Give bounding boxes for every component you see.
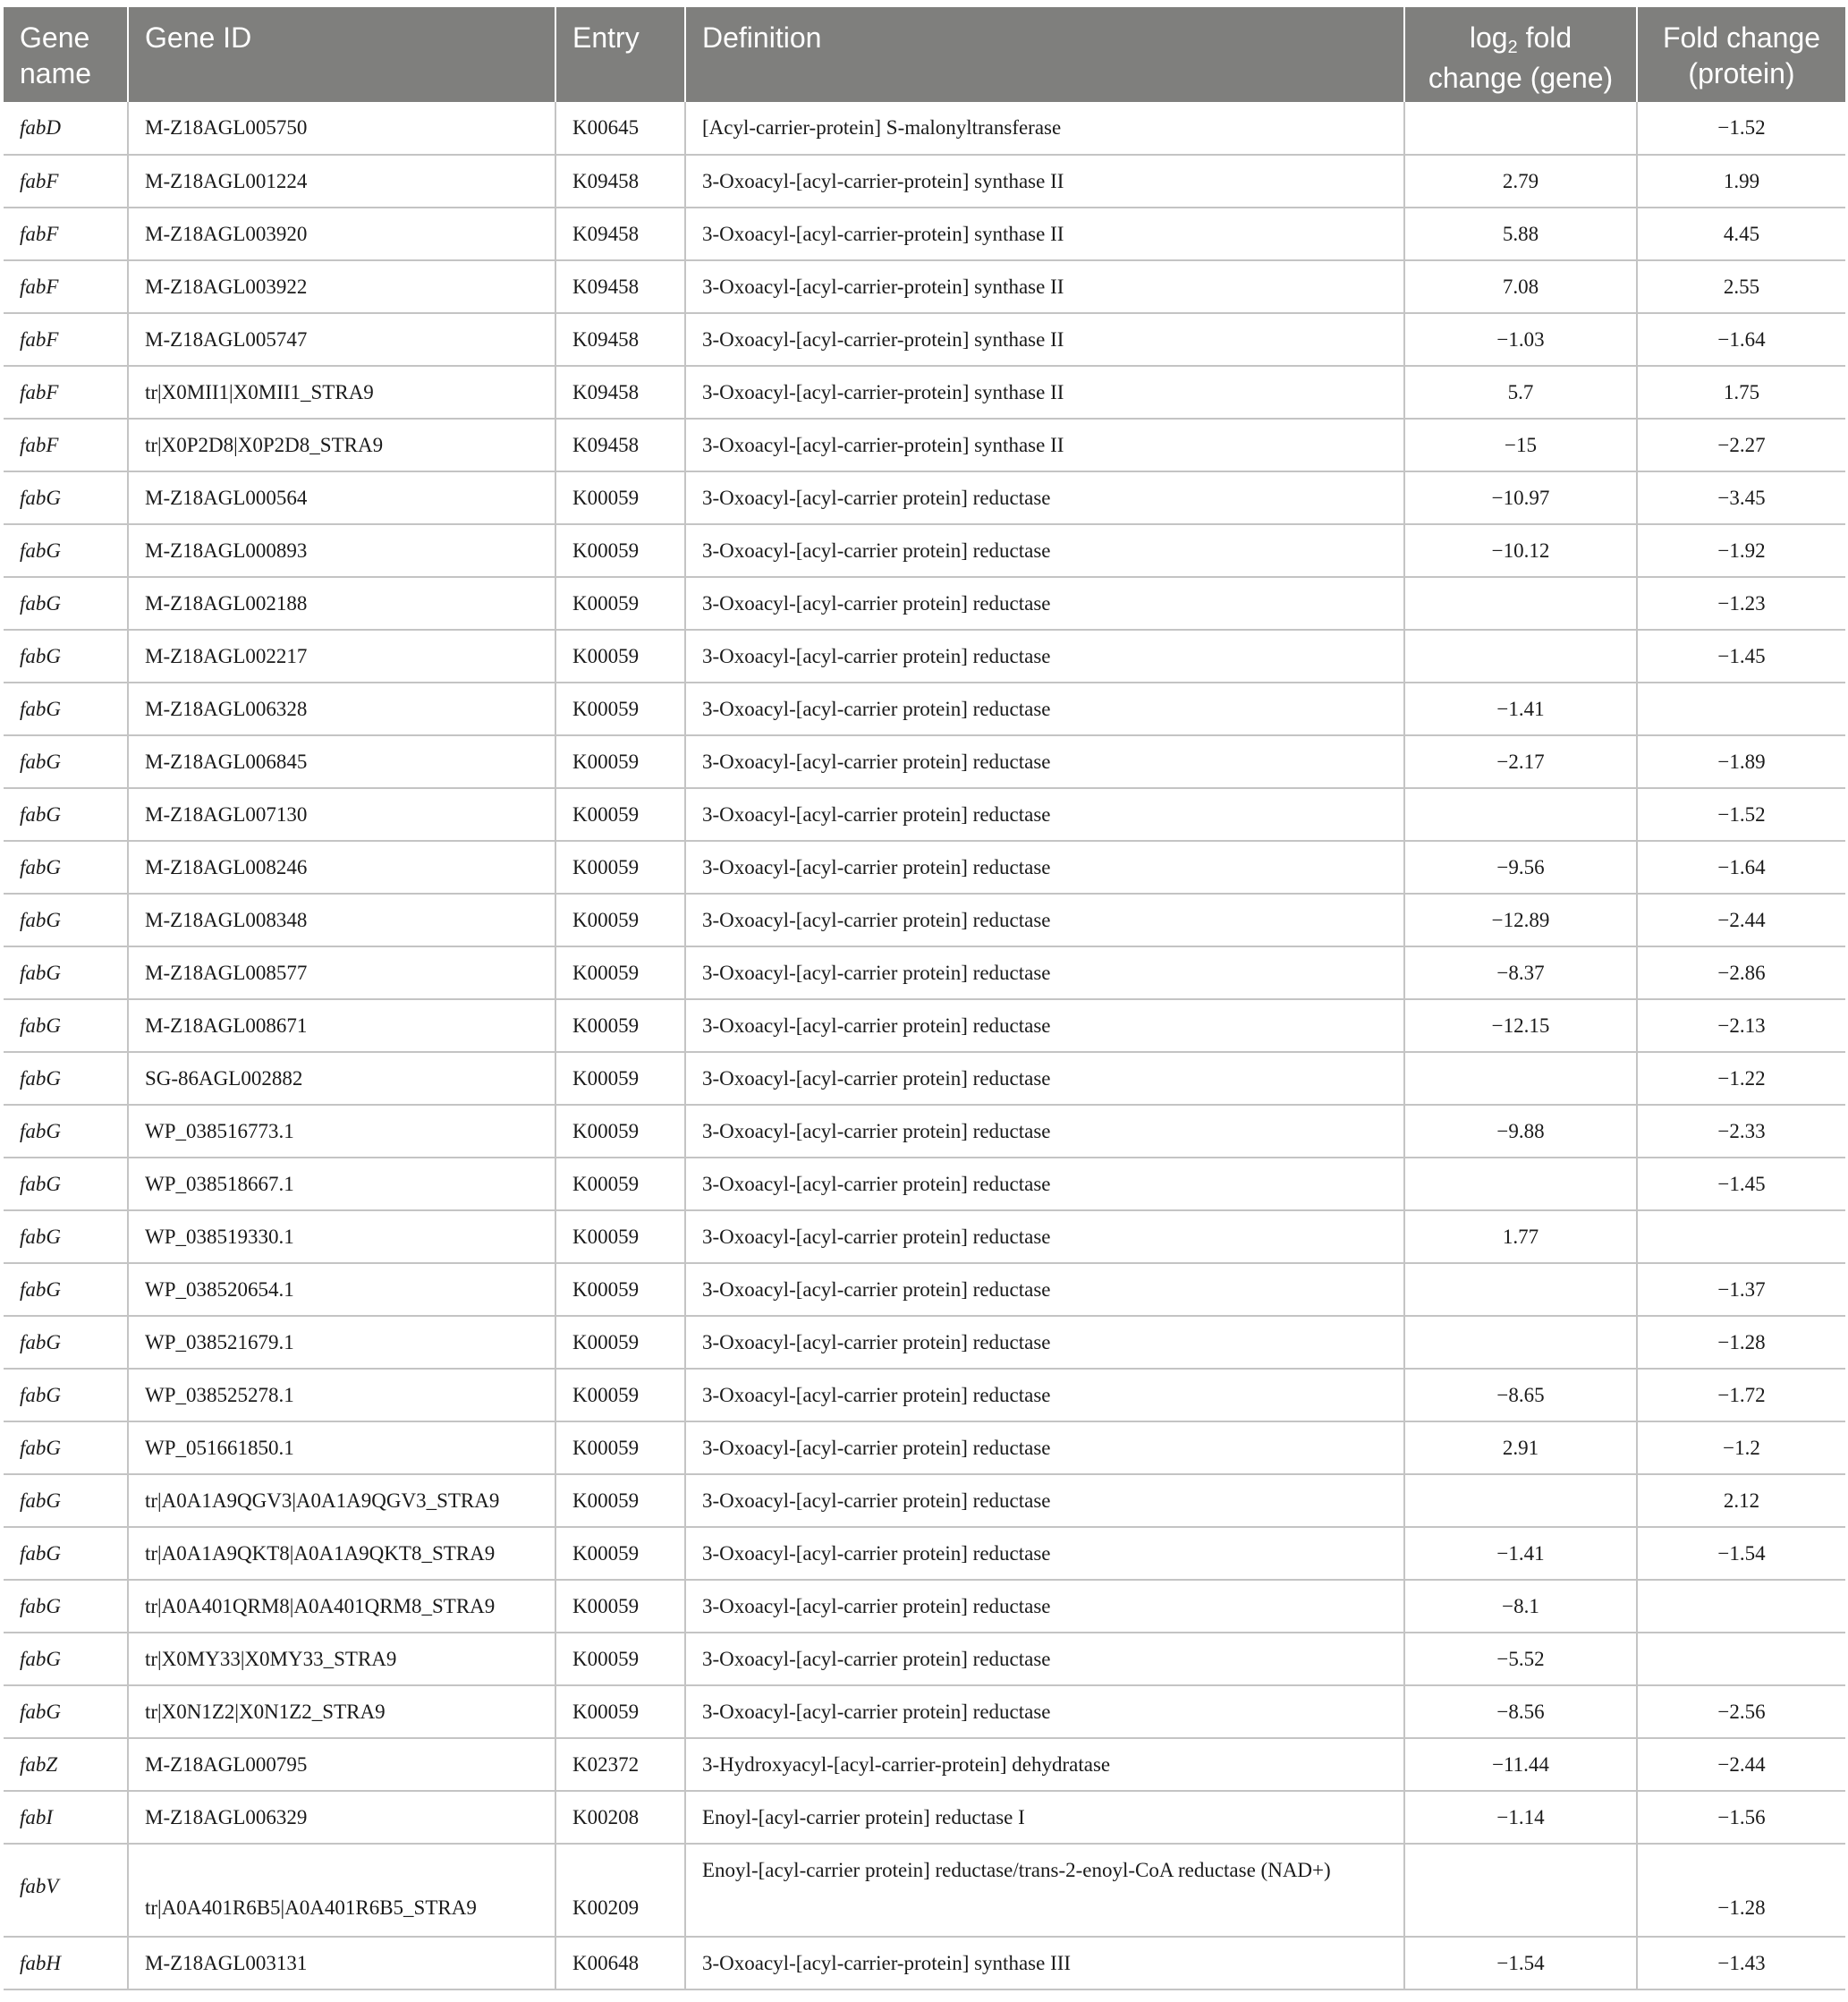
cell-definition: 3-Oxoacyl-[acyl-carrier protein] reductase [685, 999, 1404, 1052]
cell-gene-name: fabG [4, 1580, 128, 1633]
cell-entry: K09458 [555, 260, 685, 313]
cell-definition: 3-Hydroxyacyl-[acyl-carrier-protein] dehydratase [685, 1738, 1404, 1791]
cell-entry: K00059 [555, 683, 685, 735]
cell-definition: 3-Oxoacyl-[acyl-carrier protein] reductase [685, 1105, 1404, 1158]
cell-log2-fold-change: −1.54 [1404, 1937, 1637, 1989]
table-row [4, 735, 1845, 788]
cell-definition: 3-Oxoacyl-[acyl-carrier-protein] synthase II [685, 260, 1404, 313]
cell-gene-name: fabF [4, 419, 128, 471]
cell-definition: Enoyl-[acyl-carrier protein] reductase I [685, 1791, 1404, 1844]
cell-gene-name: fabG [4, 630, 128, 683]
cell-gene-name: fabF [4, 366, 128, 419]
cell-definition: 3-Oxoacyl-[acyl-carrier protein] reductase [685, 683, 1404, 735]
cell-fold-change-protein: 4.45 [1637, 208, 1845, 260]
cell-definition: 3-Oxoacyl-[acyl-carrier protein] reductase [685, 577, 1404, 630]
cell-gene-id: tr|X0MII1|X0MII1_STRA9 [128, 366, 555, 419]
cell-log2-fold-change [1404, 788, 1637, 841]
cell-definition: 3-Oxoacyl-[acyl-carrier protein] reductase [685, 1633, 1404, 1685]
table-row [4, 524, 1845, 577]
cell-entry: K00059 [555, 524, 685, 577]
cell-gene-id: M-Z18AGL000795 [128, 1738, 555, 1791]
cell-entry: K00059 [555, 894, 685, 946]
cell-gene-id: WP_051661850.1 [128, 1421, 555, 1474]
cell-log2-fold-change: −8.37 [1404, 946, 1637, 999]
header-fold-change-protein: Fold change (protein) [1637, 7, 1845, 102]
header-definition: Definition [685, 7, 1404, 102]
cell-gene-name: fabG [4, 841, 128, 894]
cell-gene-id: M-Z18AGL000893 [128, 524, 555, 577]
cell-log2-fold-change: −1.41 [1404, 683, 1637, 735]
cell-definition: 3-Oxoacyl-[acyl-carrier-protein] synthase II [685, 155, 1404, 208]
cell-entry: K02372 [555, 1738, 685, 1791]
cell-gene-name: fabD [4, 102, 128, 155]
cell-fold-change-protein: 1.99 [1637, 155, 1845, 208]
cell-gene-name: fabG [4, 1263, 128, 1316]
table-row [4, 1210, 1845, 1263]
cell-log2-fold-change [1404, 1158, 1637, 1210]
gene-table [4, 7, 1845, 1990]
cell-gene-name: fabG [4, 524, 128, 577]
cell-entry: K00059 [555, 1210, 685, 1263]
cell-fold-change-protein: −2.44 [1637, 894, 1845, 946]
cell-definition: 3-Oxoacyl-[acyl-carrier-protein] synthase II [685, 366, 1404, 419]
cell-fold-change-protein: −1.23 [1637, 577, 1845, 630]
cell-entry: K00059 [555, 1052, 685, 1105]
table-row [4, 366, 1845, 419]
cell-log2-fold-change [1404, 1263, 1637, 1316]
table-row [4, 155, 1845, 208]
cell-gene-name: fabG [4, 1474, 128, 1527]
cell-log2-fold-change: −1.03 [1404, 313, 1637, 366]
header-log2-sub: 2 [1507, 38, 1518, 57]
cell-definition: 3-Oxoacyl-[acyl-carrier protein] reductase [685, 1316, 1404, 1369]
cell-gene-id: WP_038525278.1 [128, 1369, 555, 1421]
cell-gene-name: fabG [4, 1052, 128, 1105]
cell-gene-name: fabF [4, 313, 128, 366]
cell-fold-change-protein [1637, 1210, 1845, 1263]
cell-entry: K00208 [555, 1791, 685, 1844]
cell-log2-fold-change [1404, 577, 1637, 630]
cell-log2-fold-change [1404, 102, 1637, 155]
cell-definition: 3-Oxoacyl-[acyl-carrier protein] reductase [685, 946, 1404, 999]
cell-gene-id: M-Z18AGL002188 [128, 577, 555, 630]
cell-gene-id: M-Z18AGL008348 [128, 894, 555, 946]
cell-definition: 3-Oxoacyl-[acyl-carrier protein] reductase [685, 788, 1404, 841]
header-entry: Entry [555, 7, 685, 102]
cell-entry: K00059 [555, 788, 685, 841]
cell-log2-fold-change: −11.44 [1404, 1738, 1637, 1791]
cell-log2-fold-change: −9.56 [1404, 841, 1637, 894]
cell-definition: 3-Oxoacyl-[acyl-carrier protein] reductase [685, 524, 1404, 577]
header-gene-id: Gene ID [128, 7, 555, 102]
cell-gene-name: fabG [4, 1105, 128, 1158]
table-row [4, 841, 1845, 894]
cell-fold-change-protein [1637, 683, 1845, 735]
table-row [4, 1580, 1845, 1633]
table-row [4, 1527, 1845, 1580]
cell-fold-change-protein: −1.52 [1637, 102, 1845, 155]
cell-fold-change-protein: −1.89 [1637, 735, 1845, 788]
cell-gene-id: M-Z18AGL000564 [128, 471, 555, 524]
cell-gene-id: WP_038518667.1 [128, 1158, 555, 1210]
table-row [4, 1158, 1845, 1210]
cell-entry: K00059 [555, 1580, 685, 1633]
header-log2-suffix: fold change (gene) [1428, 21, 1614, 94]
table-body [4, 102, 1845, 1989]
cell-definition: 3-Oxoacyl-[acyl-carrier protein] reductase [685, 1263, 1404, 1316]
cell-fold-change-protein: −1.72 [1637, 1369, 1845, 1421]
cell-gene-name: fabG [4, 1158, 128, 1210]
cell-entry: K00059 [555, 1263, 685, 1316]
cell-fold-change-protein: −1.45 [1637, 630, 1845, 683]
cell-gene-name: fabG [4, 1421, 128, 1474]
cell-fold-change-protein: 2.12 [1637, 1474, 1845, 1527]
cell-gene-name: fabI [4, 1791, 128, 1844]
table-row [4, 788, 1845, 841]
table-row [4, 577, 1845, 630]
cell-gene-id: M-Z18AGL006845 [128, 735, 555, 788]
cell-entry: K00059 [555, 1685, 685, 1738]
cell-log2-fold-change: 2.79 [1404, 155, 1637, 208]
cell-gene-id: tr|A0A401R6B5|A0A401R6B5_STRA9 [128, 1844, 555, 1937]
cell-log2-fold-change: −1.14 [1404, 1791, 1637, 1844]
cell-fold-change-protein: 1.75 [1637, 366, 1845, 419]
cell-log2-fold-change: −12.89 [1404, 894, 1637, 946]
cell-log2-fold-change [1404, 1052, 1637, 1105]
table-row [4, 630, 1845, 683]
cell-fold-change-protein: −2.44 [1637, 1738, 1845, 1791]
cell-gene-name: fabG [4, 1316, 128, 1369]
table-row [4, 1105, 1845, 1158]
cell-gene-name: fabF [4, 260, 128, 313]
table-row [4, 1316, 1845, 1369]
cell-entry: K09458 [555, 155, 685, 208]
table-row [4, 1844, 1845, 1937]
table-row [4, 1052, 1845, 1105]
cell-gene-id: tr|X0MY33|X0MY33_STRA9 [128, 1633, 555, 1685]
cell-definition: 3-Oxoacyl-[acyl-carrier-protein] synthase III [685, 1937, 1404, 1989]
cell-entry: K09458 [555, 313, 685, 366]
cell-gene-id: M-Z18AGL005750 [128, 102, 555, 155]
cell-gene-name: fabG [4, 1210, 128, 1263]
cell-definition: 3-Oxoacyl-[acyl-carrier protein] reductase [685, 841, 1404, 894]
table-row [4, 1937, 1845, 1989]
cell-entry: K00209 [555, 1844, 685, 1937]
cell-entry: K00645 [555, 102, 685, 155]
cell-gene-name: fabG [4, 946, 128, 999]
cell-gene-id: M-Z18AGL001224 [128, 155, 555, 208]
cell-gene-id: WP_038521679.1 [128, 1316, 555, 1369]
cell-definition: [Acyl-carrier-protein] S-malonyltransferase [685, 102, 1404, 155]
cell-entry: K00059 [555, 1105, 685, 1158]
cell-fold-change-protein: −1.43 [1637, 1937, 1845, 1989]
table-row [4, 894, 1845, 946]
cell-gene-id: M-Z18AGL003922 [128, 260, 555, 313]
table-row [4, 471, 1845, 524]
cell-gene-name: fabV [4, 1844, 128, 1937]
table-header [4, 7, 1845, 102]
cell-definition: 3-Oxoacyl-[acyl-carrier protein] reductase [685, 894, 1404, 946]
cell-definition: 3-Oxoacyl-[acyl-carrier protein] reductase [685, 1527, 1404, 1580]
table-row [4, 1474, 1845, 1527]
cell-gene-name: fabG [4, 788, 128, 841]
cell-entry: K00648 [555, 1937, 685, 1989]
cell-entry: K00059 [555, 735, 685, 788]
cell-gene-name: fabG [4, 894, 128, 946]
cell-log2-fold-change: −8.56 [1404, 1685, 1637, 1738]
cell-definition: 3-Oxoacyl-[acyl-carrier protein] reductase [685, 1158, 1404, 1210]
cell-log2-fold-change: 5.88 [1404, 208, 1637, 260]
cell-definition: 3-Oxoacyl-[acyl-carrier protein] reductase [685, 471, 1404, 524]
cell-log2-fold-change: −10.97 [1404, 471, 1637, 524]
cell-entry: K00059 [555, 1158, 685, 1210]
cell-log2-fold-change: −8.65 [1404, 1369, 1637, 1421]
cell-definition: 3-Oxoacyl-[acyl-carrier-protein] synthase II [685, 419, 1404, 471]
cell-gene-id: WP_038516773.1 [128, 1105, 555, 1158]
cell-log2-fold-change: 2.91 [1404, 1421, 1637, 1474]
cell-fold-change-protein: −1.28 [1637, 1844, 1845, 1937]
cell-gene-name: fabH [4, 1937, 128, 1989]
cell-entry: K00059 [555, 1421, 685, 1474]
cell-entry: K00059 [555, 841, 685, 894]
cell-entry: K00059 [555, 1527, 685, 1580]
table-row [4, 1685, 1845, 1738]
cell-entry: K00059 [555, 946, 685, 999]
cell-log2-fold-change: −10.12 [1404, 524, 1637, 577]
cell-gene-name: fabG [4, 1527, 128, 1580]
cell-fold-change-protein: −1.52 [1637, 788, 1845, 841]
cell-log2-fold-change [1404, 1474, 1637, 1527]
table-row [4, 683, 1845, 735]
cell-entry: K00059 [555, 471, 685, 524]
cell-entry: K09458 [555, 419, 685, 471]
cell-gene-id: M-Z18AGL008246 [128, 841, 555, 894]
cell-gene-id: WP_038520654.1 [128, 1263, 555, 1316]
cell-gene-id: SG-86AGL002882 [128, 1052, 555, 1105]
cell-gene-name: fabG [4, 471, 128, 524]
cell-fold-change-protein: −2.33 [1637, 1105, 1845, 1158]
cell-gene-name: fabF [4, 208, 128, 260]
cell-definition: 3-Oxoacyl-[acyl-carrier protein] reductase [685, 630, 1404, 683]
cell-entry: K09458 [555, 208, 685, 260]
cell-definition: 3-Oxoacyl-[acyl-carrier protein] reductase [685, 1052, 1404, 1105]
cell-log2-fold-change: 5.7 [1404, 366, 1637, 419]
cell-gene-id: WP_038519330.1 [128, 1210, 555, 1263]
cell-log2-fold-change: −5.52 [1404, 1633, 1637, 1685]
cell-log2-fold-change [1404, 1316, 1637, 1369]
cell-fold-change-protein: −1.56 [1637, 1791, 1845, 1844]
cell-gene-name: fabG [4, 1633, 128, 1685]
cell-fold-change-protein: −1.64 [1637, 841, 1845, 894]
cell-fold-change-protein: −1.64 [1637, 313, 1845, 366]
cell-definition: 3-Oxoacyl-[acyl-carrier protein] reductase [685, 1474, 1404, 1527]
cell-gene-id: M-Z18AGL008577 [128, 946, 555, 999]
cell-gene-name: fabG [4, 999, 128, 1052]
cell-fold-change-protein: −1.54 [1637, 1527, 1845, 1580]
cell-log2-fold-change [1404, 1844, 1637, 1937]
cell-gene-name: fabF [4, 155, 128, 208]
cell-gene-id: M-Z18AGL003920 [128, 208, 555, 260]
cell-entry: K00059 [555, 630, 685, 683]
cell-log2-fold-change: −1.41 [1404, 1527, 1637, 1580]
cell-log2-fold-change: −8.1 [1404, 1580, 1637, 1633]
cell-log2-fold-change: −15 [1404, 419, 1637, 471]
cell-entry: K00059 [555, 1369, 685, 1421]
cell-fold-change-protein: −1.22 [1637, 1052, 1845, 1105]
cell-gene-id: M-Z18AGL008671 [128, 999, 555, 1052]
table-row [4, 102, 1845, 155]
cell-log2-fold-change: −12.15 [1404, 999, 1637, 1052]
table-row [4, 1263, 1845, 1316]
cell-gene-id: tr|A0A401QRM8|A0A401QRM8_STRA9 [128, 1580, 555, 1633]
cell-entry: K00059 [555, 577, 685, 630]
cell-fold-change-protein: 2.55 [1637, 260, 1845, 313]
table-row [4, 1369, 1845, 1421]
cell-definition: 3-Oxoacyl-[acyl-carrier protein] reductase [685, 1369, 1404, 1421]
cell-gene-id: tr|X0N1Z2|X0N1Z2_STRA9 [128, 1685, 555, 1738]
table-row [4, 1738, 1845, 1791]
table-row [4, 208, 1845, 260]
table-row [4, 999, 1845, 1052]
cell-fold-change-protein: −2.56 [1637, 1685, 1845, 1738]
cell-fold-change-protein: −1.37 [1637, 1263, 1845, 1316]
cell-definition: Enoyl-[acyl-carrier protein] reductase/trans-2-enoyl-CoA reductase (NAD+) [685, 1844, 1404, 1937]
header-gene-name: Gene name [4, 7, 128, 102]
cell-fold-change-protein: −1.92 [1637, 524, 1845, 577]
cell-gene-id: M-Z18AGL002217 [128, 630, 555, 683]
cell-fold-change-protein: −3.45 [1637, 471, 1845, 524]
header-log2-fold-change [1404, 7, 1637, 102]
cell-gene-name: fabG [4, 735, 128, 788]
cell-definition: 3-Oxoacyl-[acyl-carrier protein] reductase [685, 1210, 1404, 1263]
cell-gene-id: M-Z18AGL003131 [128, 1937, 555, 1989]
cell-gene-id: M-Z18AGL006328 [128, 683, 555, 735]
table-row [4, 419, 1845, 471]
table-row [4, 260, 1845, 313]
cell-entry: K00059 [555, 1316, 685, 1369]
cell-entry: K00059 [555, 1633, 685, 1685]
cell-log2-fold-change: −9.88 [1404, 1105, 1637, 1158]
cell-log2-fold-change: 1.77 [1404, 1210, 1637, 1263]
table-row [4, 1421, 1845, 1474]
cell-fold-change-protein: −1.2 [1637, 1421, 1845, 1474]
cell-definition: 3-Oxoacyl-[acyl-carrier protein] reductase [685, 1685, 1404, 1738]
table-row [4, 1791, 1845, 1844]
cell-definition: 3-Oxoacyl-[acyl-carrier-protein] synthase II [685, 208, 1404, 260]
cell-gene-id: M-Z18AGL007130 [128, 788, 555, 841]
cell-definition: 3-Oxoacyl-[acyl-carrier protein] reductase [685, 735, 1404, 788]
cell-log2-fold-change [1404, 630, 1637, 683]
cell-entry: K00059 [555, 1474, 685, 1527]
table-row [4, 946, 1845, 999]
cell-fold-change-protein: −1.28 [1637, 1316, 1845, 1369]
table-row [4, 313, 1845, 366]
cell-log2-fold-change: −2.17 [1404, 735, 1637, 788]
cell-gene-name: fabG [4, 1685, 128, 1738]
cell-gene-id: tr|X0P2D8|X0P2D8_STRA9 [128, 419, 555, 471]
cell-gene-name: fabG [4, 1369, 128, 1421]
cell-gene-id: tr|A0A1A9QGV3|A0A1A9QGV3_STRA9 [128, 1474, 555, 1527]
cell-fold-change-protein [1637, 1580, 1845, 1633]
cell-gene-name: fabG [4, 683, 128, 735]
cell-gene-name: fabG [4, 577, 128, 630]
cell-definition: 3-Oxoacyl-[acyl-carrier protein] reductase [685, 1421, 1404, 1474]
cell-entry: K09458 [555, 366, 685, 419]
cell-gene-id: M-Z18AGL006329 [128, 1791, 555, 1844]
cell-gene-id: M-Z18AGL005747 [128, 313, 555, 366]
cell-fold-change-protein [1637, 1633, 1845, 1685]
cell-gene-name: fabZ [4, 1738, 128, 1791]
cell-log2-fold-change: 7.08 [1404, 260, 1637, 313]
header-log2-prefix: log [1469, 21, 1508, 54]
cell-definition: 3-Oxoacyl-[acyl-carrier protein] reductase [685, 1580, 1404, 1633]
cell-entry: K00059 [555, 999, 685, 1052]
cell-definition: 3-Oxoacyl-[acyl-carrier-protein] synthase II [685, 313, 1404, 366]
cell-fold-change-protein: −2.27 [1637, 419, 1845, 471]
cell-gene-id: tr|A0A1A9QKT8|A0A1A9QKT8_STRA9 [128, 1527, 555, 1580]
table-row [4, 1633, 1845, 1685]
cell-fold-change-protein: −2.86 [1637, 946, 1845, 999]
cell-fold-change-protein: −2.13 [1637, 999, 1845, 1052]
cell-fold-change-protein: −1.45 [1637, 1158, 1845, 1210]
